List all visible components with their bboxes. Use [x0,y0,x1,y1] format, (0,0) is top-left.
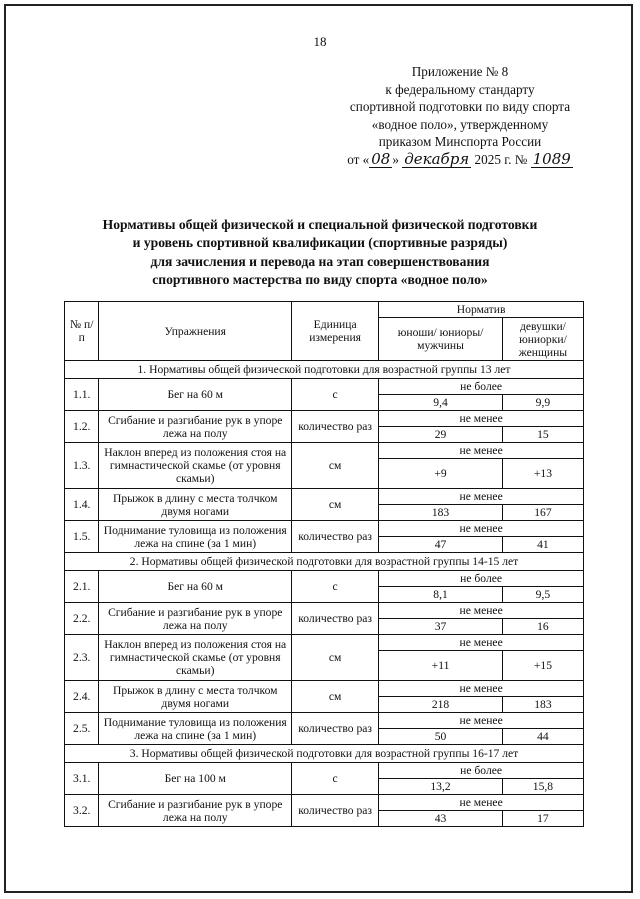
row-exercise: Поднимание туловища из положения лежа на спине (за 1 мин) [99,521,292,553]
row-unit: см [292,489,379,521]
table-row [65,795,584,811]
row-condition: не менее [379,521,584,537]
header-num: № п/п [65,302,99,361]
row-unit: количество раз [292,713,379,745]
row-exercise: Наклон вперед из положения стоя на гимнастической скамье (от уровня скамьи) [99,635,292,681]
title-line-2: и уровень спортивной квалификации (спортивные разряды) [132,235,508,251]
date-day: 08 [371,149,391,168]
row-number: 1.5. [65,521,99,553]
row-value-girls: 167 [502,505,583,521]
appendix-line-5: приказом Минспорта России [378,134,542,150]
header-girls: девушки/ юниорки/ женщины [502,318,583,361]
row-exercise: Прыжок в длину с места толчком двумя ногами [99,489,292,521]
row-condition: не менее [379,635,584,651]
appendix-date-line [340,151,580,169]
header-boys: юноши/ юниоры/ мужчины [379,318,503,361]
row-condition: не более [379,571,584,587]
document-title [60,216,580,289]
section-row [65,745,584,763]
table-row [65,681,584,697]
appendix-title: Приложение № 8 [411,64,509,79]
row-number: 3.2. [65,795,99,827]
row-unit: количество раз [292,521,379,553]
row-exercise: Бег на 60 м [99,379,292,411]
row-condition: не менее [379,795,584,811]
title-line-1: Нормативы общей физической и специальной физической подготовки [102,217,538,232]
row-value-boys: +11 [379,651,503,681]
row-condition: не менее [379,603,584,619]
table-row [65,603,584,619]
row-number: 2.5. [65,713,99,745]
order-number: 1089 [532,149,571,168]
header-unit: Единица измерения [292,302,379,361]
row-number: 2.2. [65,603,99,635]
row-value-boys: +9 [379,459,503,489]
row-value-girls: 16 [502,619,583,635]
section-title: 2. Нормативы общей физической подготовки для возрастной группы 14-15 лет [65,553,584,571]
row-value-girls: +13 [502,459,583,489]
row-unit: с [292,379,379,411]
row-value-boys: 43 [379,811,503,827]
row-unit: см [292,681,379,713]
section-title: 1. Нормативы общей физической подготовки для возрастной группы 13 лет [65,361,584,379]
row-exercise: Сгибание и разгибание рук в упоре лежа на полу [99,411,292,443]
row-number: 2.3. [65,635,99,681]
row-value-boys: 37 [379,619,503,635]
date-month: декабря [404,149,470,168]
row-value-boys: 47 [379,537,503,553]
date-mid: » [392,151,399,167]
row-condition: не менее [379,411,584,427]
row-value-girls: 41 [502,537,583,553]
row-value-girls: 44 [502,729,583,745]
title-line-3: для зачисления и перевода на этап совершенствования [150,253,490,269]
appendix-line-2: к федеральному стандарту [385,81,535,97]
table-row [65,763,584,779]
section-row [65,553,584,571]
date-year: 2025 г. № [474,151,528,167]
row-number: 2.4. [65,681,99,713]
row-exercise: Бег на 100 м [99,763,292,795]
row-number: 1.3. [65,443,99,489]
row-exercise: Наклон вперед из положения стоя на гимнастической скамье (от уровня скамьи) [99,443,292,489]
row-exercise: Сгибание и разгибание рук в упоре лежа на полу [99,795,292,827]
section-title: 3. Нормативы общей физической подготовки для возрастной группы 16-17 лет [65,745,584,763]
row-value-boys: 8,1 [379,587,503,603]
row-value-boys: 50 [379,729,503,745]
row-number: 3.1. [65,763,99,795]
row-number: 1.4. [65,489,99,521]
row-value-boys: 9,4 [379,395,503,411]
row-number: 1.2. [65,411,99,443]
row-value-girls: 15,8 [502,779,583,795]
table-row [65,521,584,537]
date-prefix: от « [347,151,370,167]
row-value-boys: 218 [379,697,503,713]
row-exercise: Бег на 60 м [99,571,292,603]
appendix-line-4: «водное поло», утвержденному [371,116,549,132]
row-unit: количество раз [292,795,379,827]
appendix-block [340,63,580,169]
row-unit: см [292,443,379,489]
row-unit: см [292,635,379,681]
row-condition: не более [379,763,584,779]
row-number: 1.1. [65,379,99,411]
row-value-girls: 17 [502,811,583,827]
table-row [65,571,584,587]
row-unit: количество раз [292,411,379,443]
header-exercise: Упражнения [99,302,292,361]
page-number: 18 [313,34,327,49]
row-value-boys: 29 [379,427,503,443]
row-condition: не менее [379,489,584,505]
table-row [65,411,584,427]
row-unit: с [292,571,379,603]
row-value-girls: 183 [502,697,583,713]
row-exercise: Прыжок в длину с места толчком двумя ногами [99,681,292,713]
row-condition: не менее [379,443,584,459]
row-number: 2.1. [65,571,99,603]
row-exercise: Поднимание туловища из положения лежа на спине (за 1 мин) [99,713,292,745]
appendix-line-3: спортивной подготовки по виду спорта [349,99,571,115]
header-norm: Норматив [379,302,584,318]
row-value-girls: 9,5 [502,587,583,603]
table-row [65,713,584,729]
title-line-4: спортивного мастерства по виду спорта «водное поло» [152,271,488,287]
row-value-girls: +15 [502,651,583,681]
row-value-boys: 13,2 [379,779,503,795]
row-value-girls: 15 [502,427,583,443]
section-row [65,361,584,379]
row-value-girls: 9,9 [502,395,583,411]
row-condition: не менее [379,681,584,697]
row-condition: не менее [379,713,584,729]
row-unit: с [292,763,379,795]
row-condition: не более [379,379,584,395]
row-exercise: Сгибание и разгибание рук в упоре лежа на полу [99,603,292,635]
row-unit: количество раз [292,603,379,635]
norms-table [64,301,584,827]
table-body [65,361,584,827]
row-value-boys: 183 [379,505,503,521]
table-row [65,443,584,459]
table-row [65,635,584,651]
table-row [65,489,584,505]
table-row [65,379,584,395]
